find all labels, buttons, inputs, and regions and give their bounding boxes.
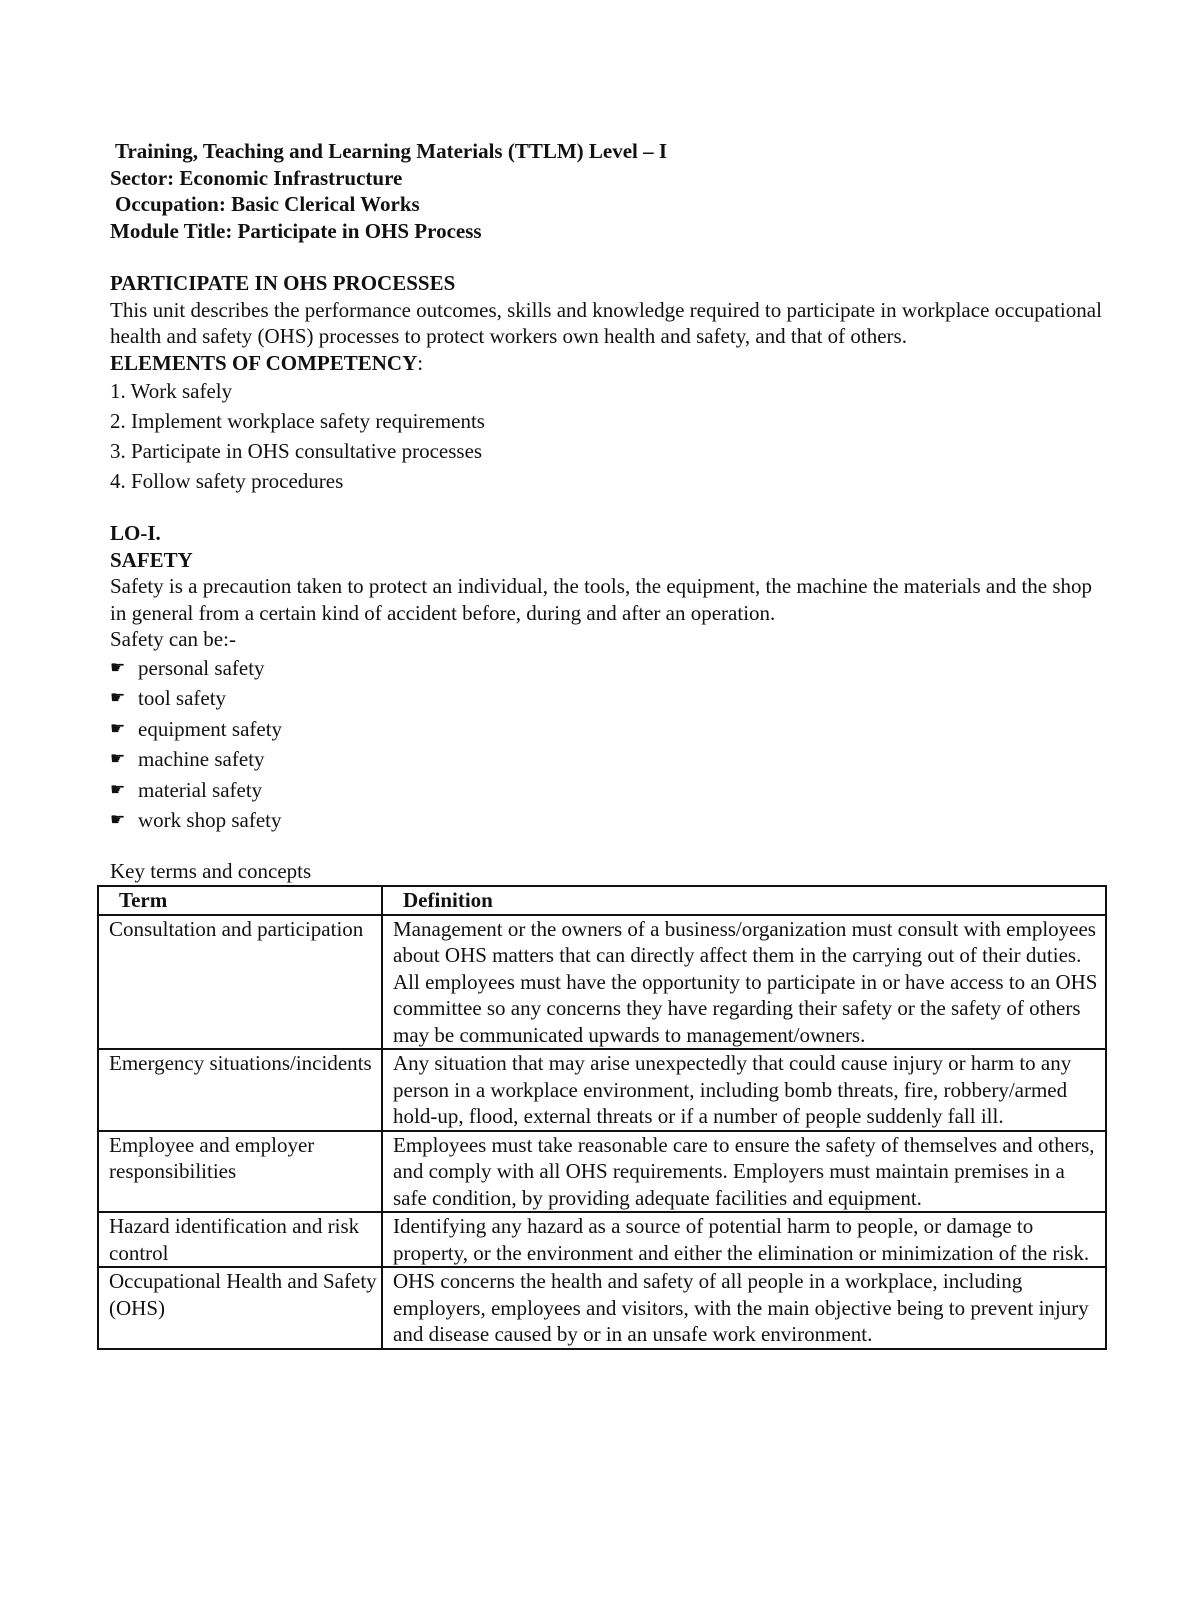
definition-cell: OHS concerns the health and safety of all people in a workplace, including employers, employees and visitors, with the main objective being to prevent injury and disease caused by or in an unsafe work environment. <box>382 1267 1106 1349</box>
pointing-hand-icon: ☛ <box>110 779 126 799</box>
list-item: 2. Implement workplace safety requirements <box>110 409 485 433</box>
term-cell: Occupational Health and Safety (OHS) <box>98 1267 382 1349</box>
list-item: ☛ material safety <box>110 777 263 802</box>
unit-description: This unit describes the performance outcomes, skills and knowledge required to participate in workplace occupational health and safety (OHS) processes to protect workers own health and safety, and that of others. <box>110 297 1102 348</box>
table-header-row <box>98 886 1106 915</box>
list-item: ☛ machine safety <box>110 747 265 771</box>
pointing-hand-icon: ☛ <box>110 749 126 769</box>
definition-cell: Management or the owners of a business/organization must consult with employees about OHS matters that can directly affect them in the carrying out of their duties. All employees must have the opportunity to participate in or have access to an OHS committee so any concerns they have regarding their safety or the safety of others may be communicated upwards to management/owners. <box>382 915 1106 1050</box>
lo-label: LO-I. <box>110 521 161 545</box>
occupation-line: Occupation: Basic Clerical Works <box>115 192 420 216</box>
ttlm-title: Training, Teaching and Learning Materials (TTLM) Level – I <box>115 139 668 163</box>
table-row <box>98 1131 1106 1213</box>
safety-can-be: Safety can be:- <box>110 627 236 651</box>
table-row <box>98 1212 1106 1267</box>
pointing-hand-icon: ☛ <box>110 657 126 677</box>
list-item: ☛ equipment safety <box>110 716 283 741</box>
elements-colon: : <box>417 350 424 375</box>
key-terms-caption: Key terms and concepts <box>110 859 312 883</box>
term-cell: Employee and employer responsibilities <box>98 1131 382 1213</box>
list-item: ☛ personal safety <box>110 655 265 680</box>
list-item: 1. Work safely <box>110 379 233 403</box>
lo-section <box>110 520 1110 836</box>
pointing-hand-icon: ☛ <box>110 688 126 708</box>
module-title-line: Module Title: Participate in OHS Process <box>110 218 482 243</box>
term-column-header: Term <box>98 886 382 915</box>
list-item: 3. Participate in OHS consultative processes <box>110 439 483 463</box>
list-item: 4. Follow safety procedures <box>110 469 344 493</box>
list-item: ☛ tool safety <box>110 686 227 710</box>
definition-cell: Identifying any hazard as a source of potential harm to people, or damage to property, or the environment and either the elimination or minimization of the risk. <box>382 1212 1106 1267</box>
definition-cell: Any situation that may arise unexpectedly that could cause injury or harm to any person in a workplace environment, including bomb threats, fire, robbery/armed hold-up, flood, external threats or if a number of people suddenly fall ill. <box>382 1049 1106 1131</box>
sector-line: Sector: Economic Infrastructure <box>110 165 403 190</box>
pointing-hand-icon: ☛ <box>110 810 126 830</box>
term-cell: Consultation and participation <box>98 915 382 1050</box>
elements-heading <box>110 350 1110 377</box>
key-terms-table <box>97 885 1107 1350</box>
unit-title: PARTICIPATE IN OHS PROCESSES <box>110 271 456 295</box>
elements-title: ELEMENTS OF COMPETENCY <box>110 350 418 375</box>
document-page <box>110 138 1110 836</box>
definition-cell: Employees must take reasonable care to ensure the safety of themselves and others, and comply with all OHS requirements. Employers must maintain premises in a safe condition, by providing adequate facilities and equipment. <box>382 1131 1106 1213</box>
term-cell: Hazard identification and risk control <box>98 1212 382 1267</box>
lo-description: Safety is a precaution taken to protect an individual, the tools, the equipment, the machine the materials and the shop in general from a certain kind of accident before, during and after an operation. <box>110 574 1093 625</box>
table-row <box>98 1049 1106 1131</box>
lo-title: SAFETY <box>110 547 193 572</box>
table-row <box>98 1267 1106 1349</box>
pointing-hand-icon: ☛ <box>110 718 126 738</box>
list-item: ☛ work shop safety <box>110 808 282 832</box>
table-row <box>98 915 1106 1050</box>
safety-types-list <box>110 653 1110 836</box>
elements-list <box>110 376 1110 496</box>
term-cell: Emergency situations/incidents <box>98 1049 382 1131</box>
definition-column-header: Definition <box>382 886 1106 915</box>
